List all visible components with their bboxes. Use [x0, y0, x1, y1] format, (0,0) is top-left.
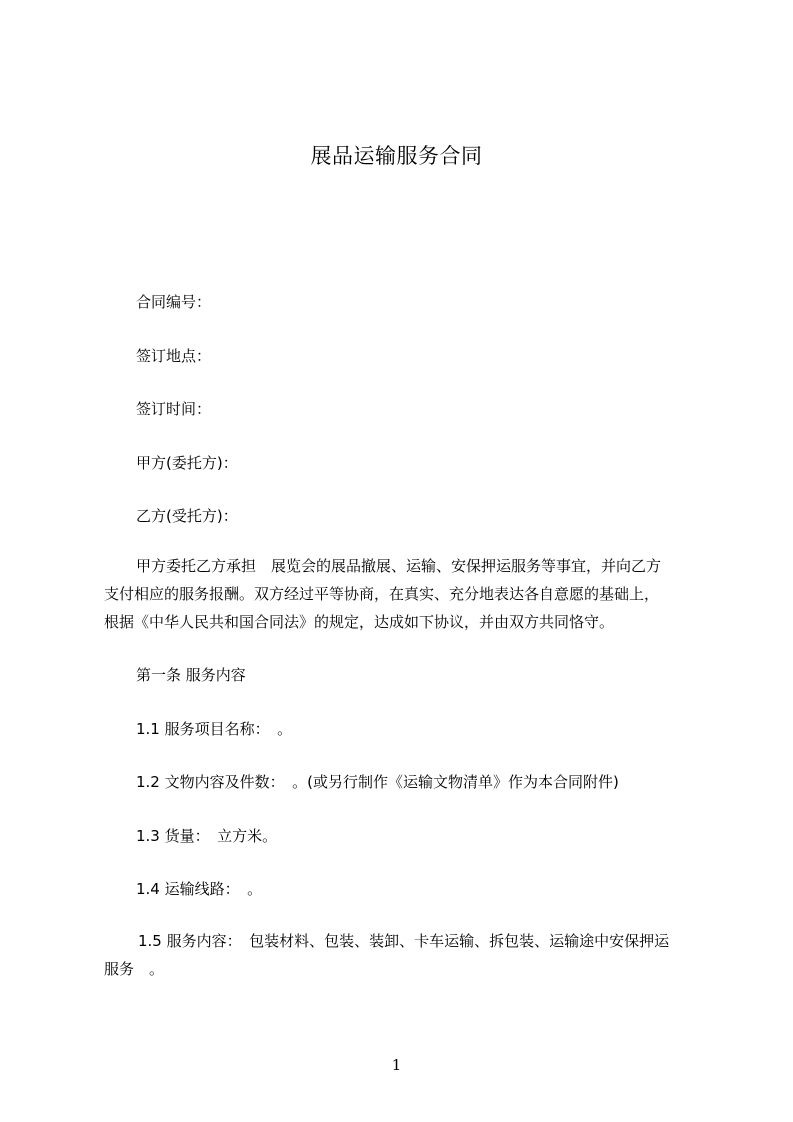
party-b-field: 乙方(受托方)：	[136, 507, 238, 525]
item-1-1: 1.1 服务项目名称： 。	[136, 720, 293, 738]
item-1-5-line-1: 1.5 服务内容： 包装材料、包装、装卸、卡车运输、拆包装、运输途中安保押运	[138, 932, 670, 950]
article-1-heading: 第一条 服务内容	[136, 666, 246, 684]
party-a-field: 甲方(委托方)：	[136, 454, 238, 472]
sign-time-field: 签订时间：	[136, 400, 212, 418]
item-1-2: 1.2 文物内容及件数： 。(或另行制作《运输文物清单》作为本合同附件)	[136, 773, 619, 791]
intro-paragraph	[104, 552, 704, 636]
sign-place-field: 签订地点：	[136, 347, 212, 365]
item-1-5-line-2: 服务 。	[104, 960, 165, 978]
item-1-4: 1.4 运输线路： 。	[136, 880, 263, 898]
document-title: 展品运输服务合同	[310, 144, 483, 168]
intro-line-2: 支付相应的服务报酬。双方经过平等协商，在真实、充分地表达各自意愿的基础上，	[104, 585, 660, 603]
intro-line-1: 甲方委托乙方承担 展览会的展品撤展、运输、安保押运服务等事宜，并向乙方	[136, 557, 662, 575]
contract-number-field: 合同编号：	[136, 293, 212, 311]
item-1-5	[104, 927, 714, 983]
item-1-3: 1.3 货量： 立方米。	[136, 827, 278, 845]
page-number: 1	[391, 1056, 402, 1074]
intro-line-3: 根据《中华人民共和国合同法》的规定，达成如下协议，并由双方共同恪守。	[104, 613, 615, 631]
